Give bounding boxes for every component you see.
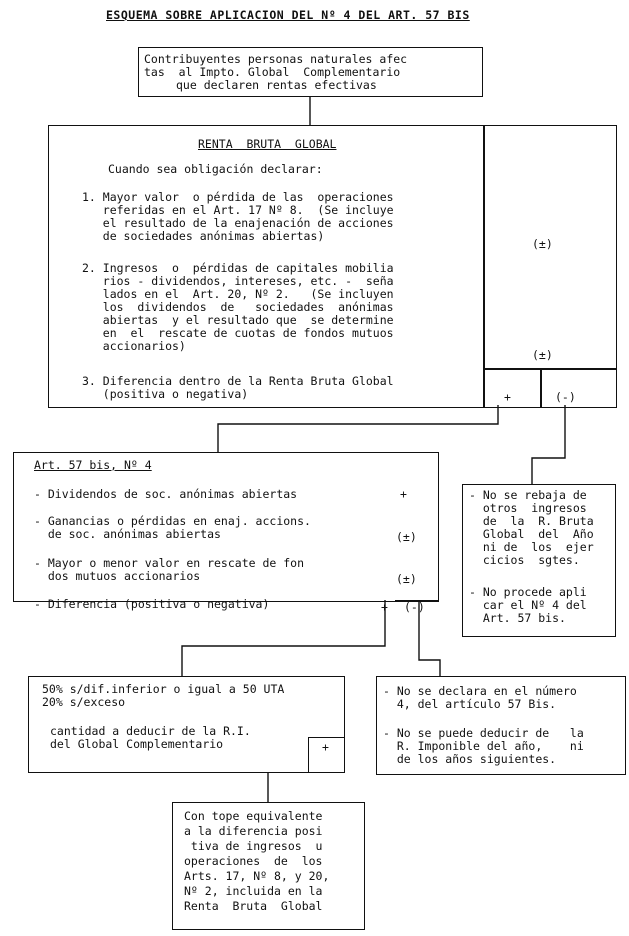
art57-row-2-sign: (±): [396, 530, 417, 544]
cap-line-5: Arts. 17, Nº 8, y 20,: [184, 869, 330, 883]
cap-line-1: Con tope equivalente: [184, 809, 323, 823]
art57-minus-sign: (-): [404, 600, 425, 614]
art57-row-4: - Diferencia (positiva o negativa): [34, 597, 270, 611]
note2-line-1: - No procede apli: [469, 585, 587, 599]
art57-row-2-line-2: de soc. anónimas abiertas: [34, 527, 221, 541]
connector-art57-plus: [182, 600, 385, 676]
art57-row-3-line-2: dos mutuos accionarios: [34, 569, 201, 583]
renta-intro: Cuando sea obligación declarar:: [108, 162, 323, 176]
result-line-4: del Global Complementario: [50, 737, 224, 751]
cap-line-3: tiva de ingresos u: [184, 839, 323, 853]
note-line-2: otros ingresos: [469, 501, 587, 515]
renta-item-2-line-3: lados en el Art. 20, Nº 2. (Se incluyen: [82, 287, 394, 301]
art57-heading: Art. 57 bis, Nº 4: [34, 458, 152, 472]
renta-plus-sign: +: [504, 390, 511, 404]
renta-item-1-line-1: 1. Mayor valor o pérdida de las operaciones: [82, 190, 394, 204]
no-declaration-line-2: 4, del artículo 57 Bis.: [383, 697, 557, 711]
no-declaration-line-3: - No se puede deducir de la: [383, 726, 584, 740]
result-line-3: cantidad a deducir de la R.I.: [50, 724, 251, 738]
note2-line-3: Art. 57 bis.: [469, 611, 566, 625]
renta-item-1-line-4: de sociedades anónimas abiertas): [82, 229, 325, 243]
renta-item-2-line-5: abiertas y el resultado que se determine: [82, 313, 394, 327]
art57-row-2-line-1: - Ganancias o pérdidas en enaj. accions.: [34, 514, 311, 528]
result-plus-sign: +: [322, 740, 329, 754]
no-declaration-line-4: R. Imponible del año, ni: [383, 739, 584, 753]
taxpayers-line-1: Contribuyentes personas naturales afec: [144, 52, 408, 66]
cap-line-6: Nº 2, incluida en la: [184, 884, 323, 898]
renta-item-2-line-1: 2. Ingresos o pérdidas de capitales mobilia: [82, 261, 394, 275]
no-declaration-line-5: de los años siguientes.: [383, 752, 557, 766]
connector-plus-to-art57: [218, 405, 498, 452]
no-declaration-line-1: - No se declara en el número: [383, 684, 577, 698]
taxpayers-line-2: tas al Impto. Global Complementario: [144, 65, 401, 79]
result-line-2: 20% s/exceso: [42, 695, 126, 709]
page-title: ESQUEMA SOBRE APLICACION DEL Nº 4 DEL ART. 57 BIS: [106, 8, 470, 22]
result-line-1: 50% s/dif.inferior o igual a 50 UTA: [42, 682, 285, 696]
renta-item-3-line-2: (positiva o negativa): [82, 387, 249, 401]
cap-line-4: operaciones de los: [184, 854, 323, 868]
note-line-3: de la R. Bruta: [469, 514, 594, 528]
art57-plus-sign: +: [381, 600, 388, 614]
renta-heading: RENTA BRUTA GLOBAL: [198, 137, 337, 151]
renta-item-2-line-4: los dividendos de sociedades anónimas: [82, 300, 394, 314]
note-line-6: cicios sgtes.: [469, 553, 580, 567]
renta-minus-cell: [540, 368, 617, 408]
cap-line-7: Renta Bruta Global: [184, 899, 323, 913]
cap-line-2: a la diferencia posi: [184, 824, 323, 838]
renta-item-2-line-7: accionarios): [82, 339, 186, 353]
renta-item-1-line-2: referidas en el Art. 17 Nº 8. (Se incluye: [82, 203, 394, 217]
taxpayers-line-3: que declaren rentas efectivas: [176, 78, 377, 92]
renta-plus-cell: [483, 368, 542, 408]
renta-sign-plus-minus-2: (±): [532, 348, 553, 362]
note2-line-2: car el Nº 4 del: [469, 598, 587, 612]
renta-item-2-line-6: en el rescate de cuotas de fondos mutuos: [82, 326, 394, 340]
connector-minus-to-note: [532, 405, 565, 484]
art57-row-3-sign: (±): [396, 572, 417, 586]
renta-minus-sign: (-): [555, 390, 576, 404]
renta-sign-plus-minus-1: (±): [532, 237, 553, 251]
note-line-5: ni de los ejer: [469, 540, 594, 554]
renta-item-1-line-3: el resultado de la enajenación de acciones: [82, 216, 394, 230]
renta-item-2-line-2: rios - dividendos, intereses, etc. - seña: [82, 274, 394, 288]
renta-item-3-line-1: 3. Diferencia dentro de la Renta Bruta Global: [82, 374, 394, 388]
note-line-1: - No se rebaja de: [469, 488, 587, 502]
art57-row-3-line-1: - Mayor o menor valor en rescate de fon: [34, 556, 305, 570]
art57-row-1-sign: +: [400, 487, 407, 501]
note-line-4: Global del Año: [469, 527, 594, 541]
art57-row-1: - Dividendos de soc. anónimas abiertas: [34, 487, 298, 501]
